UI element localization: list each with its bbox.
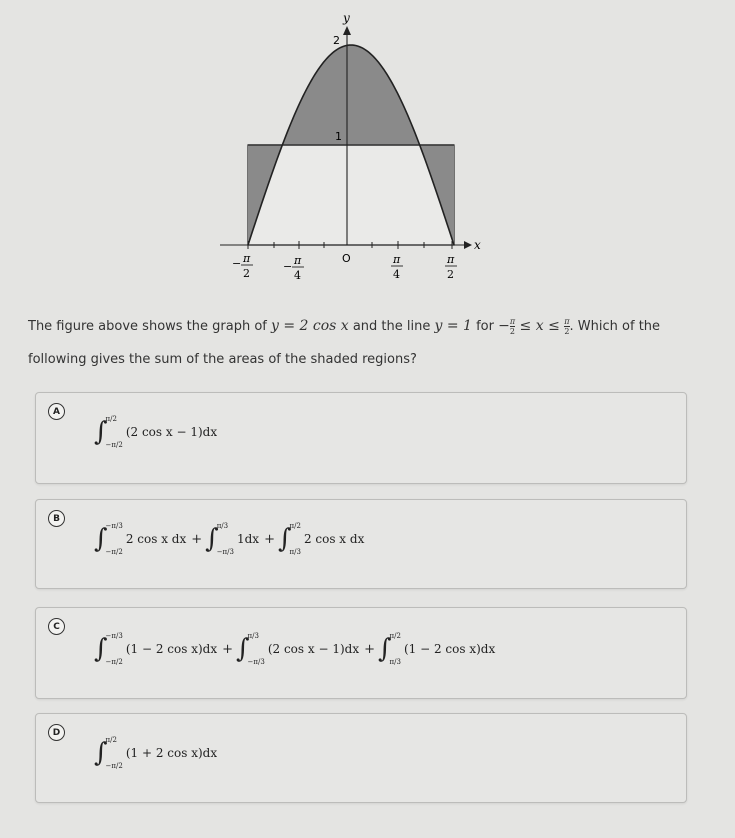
choice-a[interactable] [35,392,687,484]
lower-limit: π/3 [289,548,301,556]
y-tick-2: 2 [333,34,340,47]
integrand: (1 − 2 cos x)dx [403,642,496,656]
y-tick-1: 1 [335,130,342,143]
svg-text:π: π [447,253,455,266]
lower-limit: −π/3 [216,548,234,556]
x-axis-arrow-icon [464,241,472,249]
upper-limit: π/2 [289,522,301,530]
plus-sign: + [222,641,233,657]
x-tick-label-neg-pi-2 [232,252,253,280]
svg-text:−: − [283,260,293,273]
integrand: (2 cos x − 1)dx [267,642,360,656]
x-tick-label-pi-2 [445,253,457,281]
question-part2: and the line [348,319,435,334]
choice-letter-b: B [48,510,65,527]
equation-curve: y = 2 cos x [271,318,349,334]
x-tick-label-neg-pi-4 [283,254,304,282]
question-part4: . Which of the [569,319,661,334]
question-line2: following gives the sum of the areas of the shaded regions? [28,352,417,367]
y-axis-label: y [343,11,350,25]
svg-text:4: 4 [294,269,301,282]
integrand: (2 cos x − 1)dx [125,425,218,439]
choice-d[interactable] [35,713,687,803]
domain-inequality: − $\frac{\pi}{2}$ ≤ x ≤ $\frac{\pi}{2}$ [498,316,570,336]
choice-letter-a: A [48,403,65,420]
integral-term [205,522,259,556]
svg-text:π: π [243,252,251,265]
integral-term [236,632,359,666]
upper-limit: π/2 [105,736,117,744]
question-text [28,310,708,376]
plus-sign: + [364,641,375,657]
rectangle-outline [248,145,454,245]
svg-text:−: − [232,257,242,270]
upper-limit: π/2 [389,632,401,640]
origin-label: O [342,252,351,265]
upper-limit: π/2 [105,415,117,423]
svg-text:π: π [294,254,302,267]
y-axis-arrow-icon [343,26,351,35]
integral-sign-icon: ∫ [205,524,219,554]
integral-sign-icon: ∫ [94,634,108,664]
lower-limit: −π/2 [105,548,123,556]
upper-limit: π/3 [247,632,259,640]
svg-text:4: 4 [393,268,400,281]
choice-letter-c: C [48,618,65,635]
lower-limit: −π/3 [247,658,265,666]
x-tick-label-pi-4 [391,253,403,281]
integral-sign-icon: ∫ [94,417,108,447]
choice-a-expression [94,415,219,449]
lower-limit: π/3 [389,658,401,666]
lower-limit: −π/2 [105,658,123,666]
choice-d-expression [94,736,219,770]
equation-line: y = 1 [434,318,472,334]
integral-sign-icon: ∫ [94,738,108,768]
integral-term [94,415,217,449]
graph-figure [0,0,735,300]
upper-limit: π/3 [216,522,229,530]
integral-sign-icon: ∫ [277,524,292,554]
choice-letter-d: D [48,724,65,741]
lower-limit: −π/2 [105,762,123,770]
integral-term [94,522,186,556]
svg-text:π: π [393,253,401,266]
integral-sign-icon: ∫ [236,634,250,664]
upper-limit: −π/3 [105,522,123,530]
integrand: 1dx [236,532,260,546]
integral-term [94,632,217,666]
plus-sign: + [264,531,275,547]
integrand: 2 cos x dx [303,532,365,546]
question-part3: for [471,319,499,334]
integrand: (1 − 2 cos x)dx [125,642,218,656]
choice-b-expression [94,522,366,556]
upper-limit: −π/3 [105,632,123,640]
svg-text:2: 2 [447,268,454,281]
integral-sign-icon: ∫ [378,634,392,664]
integrand: 2 cos x dx [125,532,187,546]
integral-term [378,632,495,666]
integral-term [94,736,217,770]
plus-sign: + [191,531,203,547]
lower-limit: −π/2 [105,441,123,449]
integral-term [278,522,364,556]
svg-text:2: 2 [243,267,250,280]
choice-c[interactable] [35,607,687,699]
question-part1: The figure above shows the graph of [28,319,271,334]
integral-sign-icon: ∫ [94,524,108,554]
choice-c-expression [94,632,497,666]
integrand: (1 + 2 cos x)dx [125,746,218,760]
x-axis-label: x [474,238,481,252]
choice-b[interactable] [35,499,687,589]
